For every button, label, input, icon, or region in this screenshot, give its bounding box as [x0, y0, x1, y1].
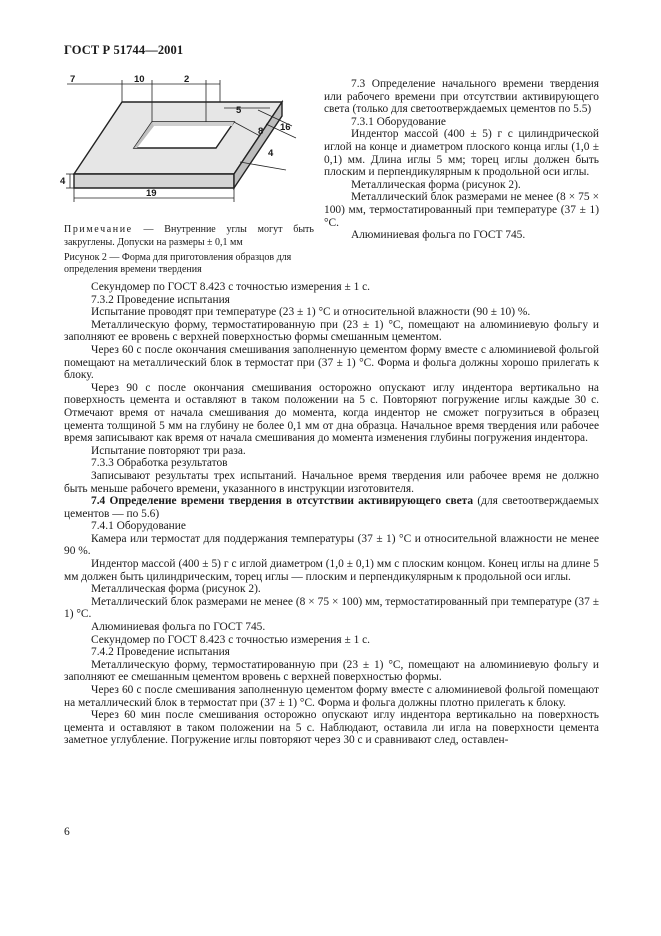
- paragraph: Записывают результаты трех испытаний. Начальное время твердения или рабочее время не должно быть меньше рабочего времени, указанного в инструкции изготовителя.: [64, 469, 599, 495]
- paragraph: Через 60 с после окончания смешивания заполненную цементом форму вместе с алюминиевой фольгой помещают на металлический блок в термостат при (37 ± 1) °С. Форма и фольга должны хорошо прилегать к блоку.: [64, 343, 599, 382]
- figure-note-label: Примечание: [64, 224, 133, 235]
- paragraph: Металлический блок размерами не менее (8 × 75 × 100) мм, термостатированный при температуре (37 ± 1) °С.: [324, 191, 599, 229]
- subsection-7-4-2-heading: 7.4.2 Проведение испытания: [91, 646, 230, 659]
- section-7-4-title-bold: 7.4 Определение времени твердения в отсутствии активирующего света: [91, 495, 474, 508]
- paragraph: Металлическую форму, термостатированную при (23 ± 1) °С, помещают на алюминиевую фольгу и заполняют ее вровень с верхней поверхностью формы смешанным цементом.: [64, 318, 599, 344]
- section-7-3-title: 7.3 Определение начального времени твердения или рабочего времени при отсутствии активирующего света (только для светоотверждаемых цементов по 5.5): [324, 78, 599, 116]
- paragraph: Секундомер по ГОСТ 8.423 с точностью измерения ± 1 с.: [91, 281, 371, 293]
- paragraph: Через 90 с после окончания смешивания осторожно опускают иглу индентора вертикально на поверхность цемента и оставляют в таком положении на 5 с. Повторяют погружение иглы каждые 30 с. Отмечают время от начала смешивания до момента, когда индентор не сможет погрузиться в образец цемента толщиной 5 мм на глубину не более 0,1 мм от дна образца. Начальное время твердения или рабочее время записывают как время от начала смешивания до момента изменения глубины погружения индентора.: [64, 381, 599, 445]
- subsection-7-3-3-heading: 7.3.3 Обработка результатов: [91, 457, 228, 470]
- subsection-7-3-2-heading: 7.3.2 Проведение испытания: [91, 293, 230, 306]
- body-text: [64, 281, 599, 747]
- dim-label-4-right: 4: [268, 148, 274, 159]
- paragraph: Испытание проводят при температуре (23 ± 1) °С и относительной влажности (90 ± 10) %.: [91, 306, 531, 319]
- paragraph: Испытание повторяют три раза.: [91, 444, 246, 457]
- paragraph: Металлическая форма (рисунок 2).: [91, 583, 261, 596]
- opening-inner-wall: [152, 122, 234, 126]
- page-header: ГОСТ Р 51744—2001: [64, 43, 184, 57]
- paragraph: Через 60 с после смешивания заполненную цементом форму вместе с алюминиевой фольгой помещают на металлический блок в термостат при (37 ± 1) °С. Форма и фольга должны плотно прилегать к блоку.: [64, 684, 599, 709]
- right-column-text: [324, 78, 599, 242]
- figure-note: [64, 224, 314, 249]
- paragraph: Секундомер по ГОСТ 8.423 с точностью измерения ± 1 с.: [91, 633, 371, 646]
- mold-drawing: [60, 74, 310, 214]
- paragraph: Металлическая форма (рисунок 2).: [351, 178, 521, 191]
- paragraph: Алюминиевая фольга по ГОСТ 745.: [351, 229, 526, 242]
- paragraph: Индентор массой (400 ± 5) г с цилиндрической иглой на конце и диаметром плоского конца иглы (1,0 ± 0,1) мм. Длина иглы 5 мм; торец иглы должен быть плоским и перпендикулярным к продольной оси иглы.: [324, 128, 599, 179]
- dim-label-8: 8: [258, 126, 264, 137]
- subsection-7-3-1-heading: 7.3.1 Оборудование: [351, 115, 446, 128]
- figure-note-text: — Внутренние углы могут быть закруглены. Допуски на размеры ± 0,1 мм: [64, 224, 314, 248]
- paragraph: Алюминиевая фольга по ГОСТ 745.: [91, 621, 266, 634]
- section-7-4-title: [64, 495, 599, 520]
- figure-caption: Рисунок 2 — Форма для приготовления образцов для определения времени твердения: [64, 252, 292, 276]
- figure-mold-diagram: [60, 74, 310, 214]
- paragraph: Индентор массой (400 ± 5) г с иглой диаметром (1,0 ± 0,1) мм с плоским концом. Конец иглы на длине 5 мм должен быть цилиндрическим, торец иглы — плоским и перпендикулярным к продольной оси иглы.: [64, 558, 599, 583]
- page-number: 6: [64, 826, 70, 838]
- paragraph: Металлический блок размерами не менее (8 × 75 × 100) мм, термостатированный при температуре (37 ± 1) °С.: [64, 595, 599, 621]
- paragraph: Через 60 мин после смешивания осторожно опускают иглу индентора вертикально на поверхность цемента и оставляют в таком положении на 5 с. Наблюдают, оставила ли игла на поверхности цемента заметное углубление. Погружение иглы повторяют через 30 с и сравнивают след, оставлен-: [64, 709, 599, 747]
- dim-label-2: 2: [184, 74, 190, 85]
- paragraph: Камера или термостат для поддержания температуры (37 ± 1) °С и относительной влажности не менее 90 %.: [64, 532, 599, 558]
- dim-label-10: 10: [134, 74, 145, 85]
- dim-label-5: 5: [236, 105, 242, 116]
- mold-front-face: [74, 174, 234, 188]
- subsection-7-4-1-heading: 7.4.1 Оборудование: [91, 520, 186, 533]
- dim-label-16: 16: [280, 122, 291, 133]
- dim-label-4-left: 4: [60, 176, 66, 187]
- paragraph: Металлическую форму, термостатированную при (23 ± 1) °С, помещают на алюминиевую фольгу и заполняют ее смешанным цементом вровень с верхней поверхностью формы.: [64, 658, 599, 684]
- dim-label-19: 19: [146, 188, 157, 199]
- section-7-4-title-rest: (для светоотверждаемых цементов — по 5.6): [64, 495, 600, 520]
- dim-label-7: 7: [70, 74, 76, 85]
